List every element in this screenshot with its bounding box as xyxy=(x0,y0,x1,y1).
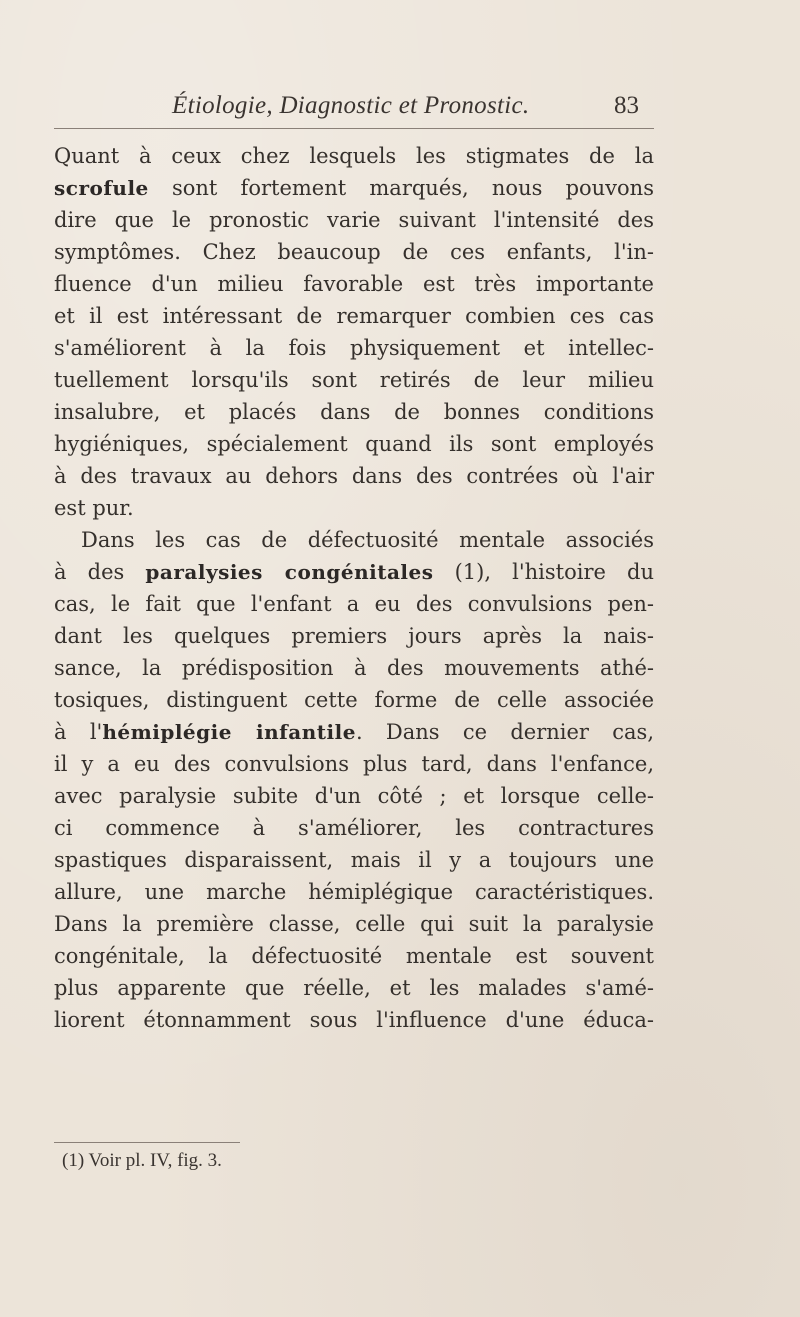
text-line: tosiques, distinguent cette forme de celle associée xyxy=(54,688,654,712)
text-line: symptômes. Chez beaucoup de ces enfants, l'in- xyxy=(54,240,654,264)
text-line: cas, le fait que l'enfant a eu des convulsions pen- xyxy=(54,592,654,616)
text-line: sance, la prédisposition à des mouvements athé- xyxy=(54,656,654,680)
footnote: (1) Voir pl. IV, fig. 3. xyxy=(62,1150,222,1171)
text-line: est pur. xyxy=(54,496,134,520)
text-line: liorent étonnamment sous l'influence d'une éduca- xyxy=(54,1008,654,1032)
header-rule xyxy=(54,128,654,129)
text-line: allure, une marche hémiplégique caractéristiques. xyxy=(54,880,654,904)
text-line: Dans les cas de défectuosité mentale associés xyxy=(81,528,654,552)
text-line: plus apparente que réelle, et les malades s'amé- xyxy=(54,976,654,1000)
text-line: ci commence à s'améliorer, les contractures xyxy=(54,816,654,840)
text-line: dire que le pronostic varie suivant l'intensité des xyxy=(54,208,654,232)
text-line: spastiques disparaissent, mais il y a toujours une xyxy=(54,848,654,872)
text-line: Quant à ceux chez lesquels les stigmates de la xyxy=(54,144,654,168)
text-line: à des paralysies congénitales (1), l'histoire du xyxy=(54,560,654,584)
text-line: dant les quelques premiers jours après la nais- xyxy=(54,624,654,648)
body-text xyxy=(54,140,654,1036)
text-line: Dans la première classe, celle qui suit la paralysie xyxy=(54,912,654,936)
page-number: 83 xyxy=(614,92,639,119)
text-line: à des travaux au dehors dans des contrées où l'air xyxy=(54,464,654,488)
text-line: congénitale, la défectuosité mentale est souvent xyxy=(54,944,654,968)
footnote-rule xyxy=(54,1142,240,1143)
text-line: à l'hémiplégie infantile. Dans ce dernier cas, xyxy=(54,720,654,744)
text-line: et il est intéressant de remarquer combien ces cas xyxy=(54,304,654,328)
text-line: hygiéniques, spécialement quand ils sont employés xyxy=(54,432,654,456)
text-line: il y a eu des convulsions plus tard, dans l'enfance, xyxy=(54,752,654,776)
running-head xyxy=(54,92,654,132)
text-line: fluence d'un milieu favorable est très importante xyxy=(54,272,654,296)
text-line: avec paralysie subite d'un côté ; et lorsque celle- xyxy=(54,784,654,808)
emphasis-paralysies-congenitales: paralysies congénitales xyxy=(145,560,434,584)
text-line: tuellement lorsqu'ils sont retirés de leur milieu xyxy=(54,368,654,392)
text-line: s'améliorent à la fois physiquement et intellec- xyxy=(54,336,654,360)
running-title: Étiologie, Diagnostic et Pronostic. xyxy=(172,92,530,119)
emphasis-hemiplegie-infantile: hémiplégie infantile xyxy=(102,720,356,744)
text-line: scrofule sont fortement marqués, nous pouvons xyxy=(54,176,654,200)
emphasis-scrofule: scrofule xyxy=(54,176,149,200)
text-line: insalubre, et placés dans de bonnes conditions xyxy=(54,400,654,424)
